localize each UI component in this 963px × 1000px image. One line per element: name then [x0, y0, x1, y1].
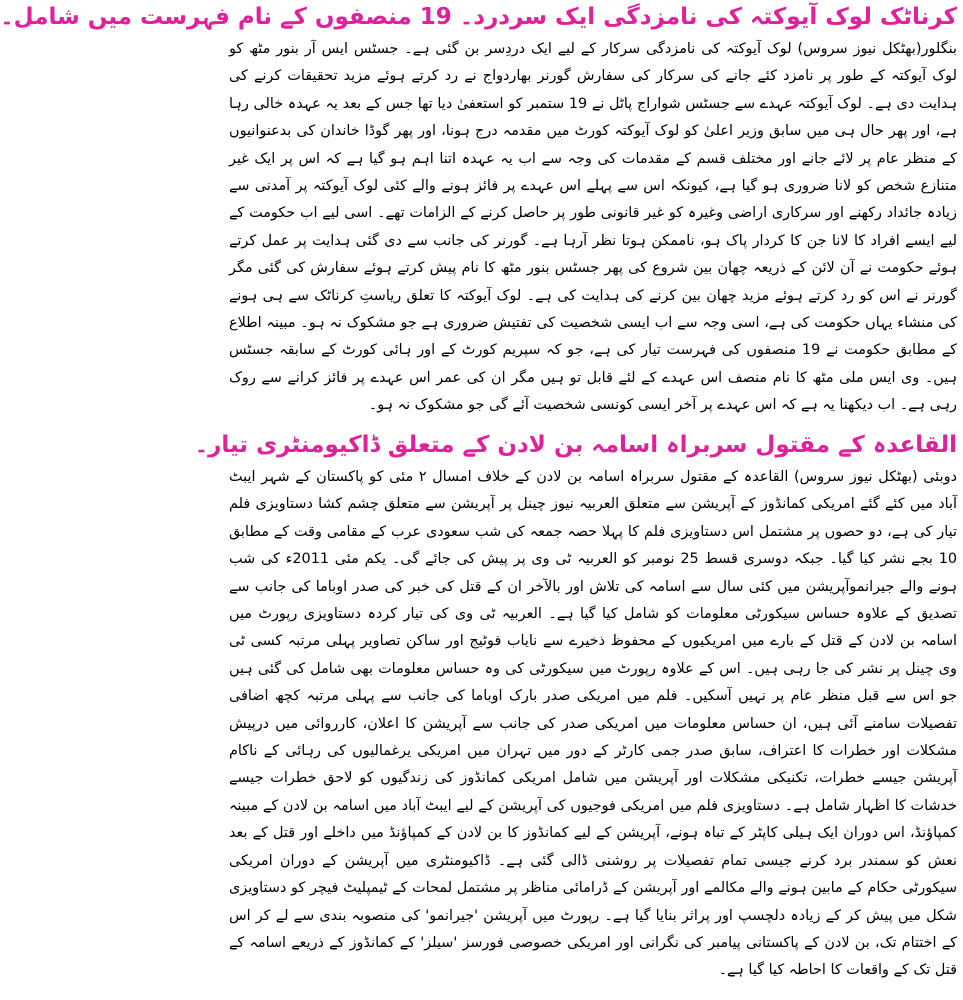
article-body-karnataka-lokayukta: بنگلور(بھٹکل نیوز سروس) لوک آیوکتہ کی نامزدگی سرکار کے لیے ایک دردِسر بن گئی ہے۔ جسٹس ایس آر بنور مٹھ کو لوک آیوکتہ کے طور پر نامزد کئے جانے کی سرکار کی سفارش گورنر بھاردواج نے رد کرتے ہوئے مزید تحقیقات کرنے کی ہدایت دی ہے۔ لوک آیوکتہ عہدے سے جسٹس شواراج پاٹل نے 19 ستمبر کو استعفیٰ دیا تھا جس کے بعد یہ عہدہ خالی رہا ہے، اور پھر حال ہی میں سابق وزیر اعلیٰ کو لوک آیوکتہ کورٹ میں مقدمہ درج ہونا، اور پھر گوڈا خاندان کی بدعنوانیوں کے منظر عام پر لائے جانے اور مختلف قسم کے مقدمات کی وجہ سے اب یہ عہدہ اتنا اہم ہو گیا ہے کہ اس پر ایک غیر متنازع شخص کو لانا ضروری ہو گیا ہے، کیونکہ اس سے پہلے اس عہدے پر فائز ہونے والے کئی لوک آیوکتہ پر آمدنی سے زیادہ جائداد رکھنے اور سرکاری اراضی وغیرہ کو غیر قانونی طور پر حاصل کرنے کے الزامات تھے۔ اسی لیے اب حکومت کے لیے ایسے افراد کا لانا جن کا کردار پاک ہو، ناممکن ہوتا نظر آرہا ہے۔ گورنر کی جانب سے دی گئی ہدایت پر عمل کرتے ہوئے حکومت نے آن لائن کے ذریعہ چھان بین شروع کی پھر جسٹس بنور مٹھ کا نام پیش کرتے ہوئے سفارش کی گئی مگر گورنر نے اس کو رد کرتے ہوئے مزید چھان بین کرنے کی ہدایت کی ہے۔ لوک آیوکتہ کا تعلق ریاستِ کرناٹک سے ہی ہونے کی منشاء یہاں حکومت کی ہے، اسی وجہ سے اب ایسی شخصیت کی تفتیش ضروری ہے جو مشکوک نہ ہو۔ مبینہ اطلاع کے مطابق حکومت نے 19 منصفوں کی فہرست تیار کی ہے، جو کہ سپریم کورٹ کے اور ہائی کورٹ کے سابقہ جسٹس ہیں۔ وی ایس ملی مٹھ کا نام منصف اس عہدے کے لئے قابل تو ہیں مگر ان کی عمر اس عہدے پر فائز کرانے سے روک رہی ہے۔ اب دیکھنا یہ ہے کہ اس عہدے پر آخر ایسی کونسی شخصیت آئے گی جو مشکوک نہ ہو۔ — [229, 41, 958, 414]
headline-karnataka-lokayukta: کرناٹک لوک آیوکتہ کی نامزدگی ایک سردرد۔ 19 منصفوں کے نام فہرست میں شامل۔ — [0, 4, 957, 30]
article-osama-documentary — [229, 464, 957, 984]
article-body-osama-documentary: دوبئی (بھٹکل نیوز سروس) القاعدہ کے مقتول سربراہ اسامہ بن لادن کے خلاف امسال ۲ مئی کو پاکستان کے شہر ایبٹ آباد میں کئے گئے امریکی کمانڈوز کے آپریشن سے متعلق العربیہ نیوز چینل پر آپریشن سے متعلق چشم کشا دستاویزی فلم تیار کی ہے، دو حصوں پر مشتمل اس دستاویزی فلم کا پہلا حصہ جمعہ کی شب سعودی عرب کے مقامی وقت کے مطابق 10 بجے نشر کیا گیا۔ جبکہ دوسری قسط 25 نومبر کو العربیہ ٹی وی پر پیش کی جائے گی۔ یکم مئی 2011ء کی شب ہونے والے جیرانموآپریشن میں کئی سال سے اسامہ کی تلاش اور بالآخر ان کے قتل کی خبر کی صدر اوباما کی جانب سے تصدیق کے علاوہ حساس سیکورٹی معلومات کو شامل کیا گیا ہے۔ العربیہ ٹی وی کی تیار کردہ دستاویزی رپورٹ میں اسامہ بن لادن کے قتل کے بارے میں امریکیوں کے محفوظ ذخیرے سے نایاب فوٹیج اور ساکن تصاویر پہلی مرتبہ کسی ٹی وی چینل پر نشر کی جا رہی ہیں۔ اس کے علاوہ رپورٹ میں سیکورٹی کی وہ حساس معلومات بھی شامل کی گئی ہیں جو اس سے قبل منظر عام پر نہیں آسکیں۔ فلم میں امریکی صدر بارک اوباما کی جانب سے پہلی مرتبہ کچھ اضافی تفصیلات سامنے آئی ہیں، ان حساس معلومات میں امریکی صدر کی جانب سے آپریشن کا اعلان، کارروائی میں درپیش مشکلات اور خطرات کا اعتراف، سابق صدر جمی کارٹر کے دور میں تہران میں امریکی یرغمالیوں کی رہائی کے ناکام آپریشن جیسے خطرات، تکنیکی مشکلات اور آپریشن میں شامل امریکی کمانڈوز کی زندگیوں کو لاحق خطرات جیسے خدشات کا اظہار شامل ہے۔ دستاویزی فلم میں امریکی فوجیوں کی آپریشن کے لیے ایبٹ آباد میں اسامہ بن لادن کے مبینہ کمپاؤنڈ، اس دوران ایک ہیلی کاپٹر کے تباہ ہونے، آپریشن کے لیے کمانڈوز کا بن لادن کے کمپاؤنڈ میں داخلے اور قتل کے بعد نعش کو سمندر برد کرنے جیسی تمام تفصیلات پر روشنی ڈالی گئی ہے۔ ڈاکیومنٹری میں آپریشن کے دوران امریکی سیکورٹی حکام کے مابین ہونے والے مکالمے اور آپریشن کے ڈرامائی مناظر پر مشتمل لمحات کے ٹیمپلیٹ فیچر کو دستاویزی شکل میں پیش کر کے زیادہ دلچسپ اور پراثر بنایا گیا ہے۔ رپورٹ میں آپریشن 'جیرانمو' کی منصوبہ بندی سے لے کر اس کے اختتام تک، بن لادن کے پاکستانی پیامبر کی نگرانی اور امریکی خصوصی فورسز 'سیلز' کے کمانڈوز کے ذریعے اسامہ کے قتل تک کے واقعات کا احاطہ کیا گیا ہے۔ — [229, 469, 958, 979]
article-karnataka-lokayukta — [229, 36, 958, 414]
headline-osama-documentary: القاعدہ کے مقتول سربراہ اسامہ بن لادن کے متعلق ڈاکیومنٹری تیار۔ — [194, 432, 957, 458]
